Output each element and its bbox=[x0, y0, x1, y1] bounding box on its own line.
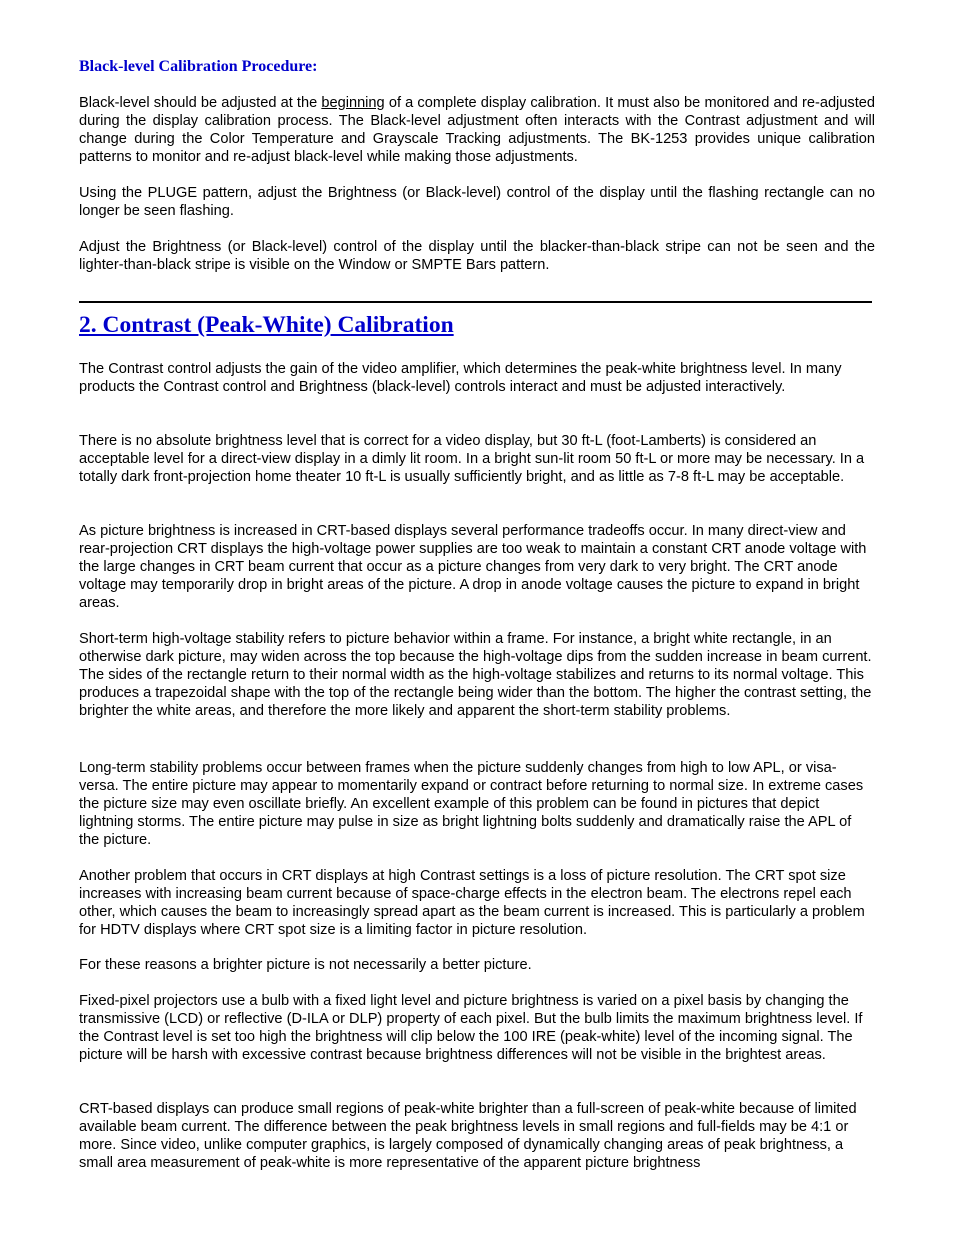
contrast-paragraph: Another problem that occurs in CRT displays at high Contrast settings is a loss of picture resolution. The CRT spot size increases with increasing beam current because of space-charge effects in the electron beam. The electrons repel each other, which causes the beam to increasingly spread apart as the beam current is increased. This is particularly a problem for HDTV displays where CRT spot size is a limiting factor in picture resolution. bbox=[79, 868, 865, 938]
contrast-section-heading[interactable]: 2. Contrast (Peak-White) Calibration bbox=[79, 312, 454, 338]
contrast-paragraph: There is no absolute brightness level that is correct for a video display, but 30 ft-L (foot-Lamberts) is considered an acceptable level for a direct-view display in a dimly lit room. In a bright sun-lit room 50 ft-L or more may be necessary. In a totally dark front-projection home theater 10 ft-L is usually sufficiently bright, and as little as 7-8 ft-L may be acceptable. bbox=[79, 433, 865, 485]
black-level-paragraph-2: Using the PLUGE pattern, adjust the Brightness (or Black-level) control of the display until the flashing rectangle can no longer be seen flashing. bbox=[79, 185, 875, 219]
black-level-paragraph-1 bbox=[79, 94, 875, 166]
contrast-paragraph: Long-term stability problems occur between frames when the picture suddenly changes from high to low APL, or visa-versa. The entire picture may appear to momentarily expand or contract before returning to normal size. In extreme cases the picture size may even oscillate briefly. An excellent example of this problem can be found in pictures that depict lightning storms. The entire picture may pulse in size as bright lightning bolts suddenly and dramatically raise the APL of the picture. bbox=[79, 760, 864, 848]
contrast-paragraph: The Contrast control adjusts the gain of the video amplifier, which determines the peak-white brightness level. In many products the Contrast control and Brightness (black-level) controls interact and must be adjusted interactively. bbox=[79, 361, 842, 395]
section-divider bbox=[79, 301, 872, 303]
black-level-p1-text-start: Black-level should be adjusted at the bbox=[79, 95, 322, 111]
contrast-paragraph: Fixed-pixel projectors use a bulb with a fixed light level and picture brightness is varied on a pixel basis by changing the transmissive (LCD) or reflective (D-ILA or DLP) property of each pixel. But the bulb limits the maximum brightness level. If the Contrast level is set too high the brightness will clip below the 100 IRE (peak-white) level of the incoming signal. The picture will be harsh with excessive contrast because brightness differences will not be visible in the brightest areas. bbox=[79, 993, 863, 1063]
black-level-heading: Black-level Calibration Procedure: bbox=[79, 58, 318, 75]
contrast-paragraph: For these reasons a brighter picture is not necessarily a better picture. bbox=[79, 957, 532, 973]
contrast-paragraph: Short-term high-voltage stability refers to picture behavior within a frame. For instance, a bright white rectangle, in an otherwise dark picture, may widen across the top because the high-voltage dips from the sudden increase in beam current. The sides of the rectangle return to their normal width as the high-voltage stabilizes and returns to its normal voltage. This produces a trapezoidal shape with the top of the rectangle being wider than the bottom. The higher the contrast setting, the brighter the white areas, and therefore the more likely and apparent the short-term stability problems. bbox=[79, 631, 872, 719]
black-level-p1-text-end: of a complete display calibration. It must also be monitored and re-adjusted during the display calibration process. The Black-level adjustment often interacts with the Contrast adjustment and will change during the Color Temperature and Grayscale Tracking adjustments. The BK-1253 provides unique calibration patterns to monitor and re-adjust black-level while making those adjustments. bbox=[79, 95, 876, 165]
contrast-paragraph: As picture brightness is increased in CRT-based displays several performance tradeoffs occur. In many direct-view and rear-projection CRT displays the high-voltage power supplies are too weak to maintain a constant CRT anode voltage with the large changes in CRT beam current that occur as a picture changes from very dark to very bright. The CRT anode voltage may temporarily drop in bright areas of the picture. A drop in anode voltage causes the picture to expand in bright areas. bbox=[79, 523, 867, 611]
beginning-link[interactable]: beginning bbox=[321, 95, 385, 111]
black-level-paragraph-3: Adjust the Brightness (or Black-level) control of the display until the blacker-than-black stripe can not be seen and the lighter-than-black stripe is visible on the Window or SMPTE Bars pattern. bbox=[79, 239, 875, 273]
contrast-paragraph: CRT-based displays can produce small regions of peak-white brighter than a full-screen of peak-white because of limited available beam current. The difference between the peak brightness levels in small regions and full-fields may be 4:1 or more. Since video, unlike computer graphics, is largely composed of dynamically changing areas of peak brightness, a small area measurement of peak-white is more representative of the apparent picture brightness bbox=[79, 1101, 857, 1171]
